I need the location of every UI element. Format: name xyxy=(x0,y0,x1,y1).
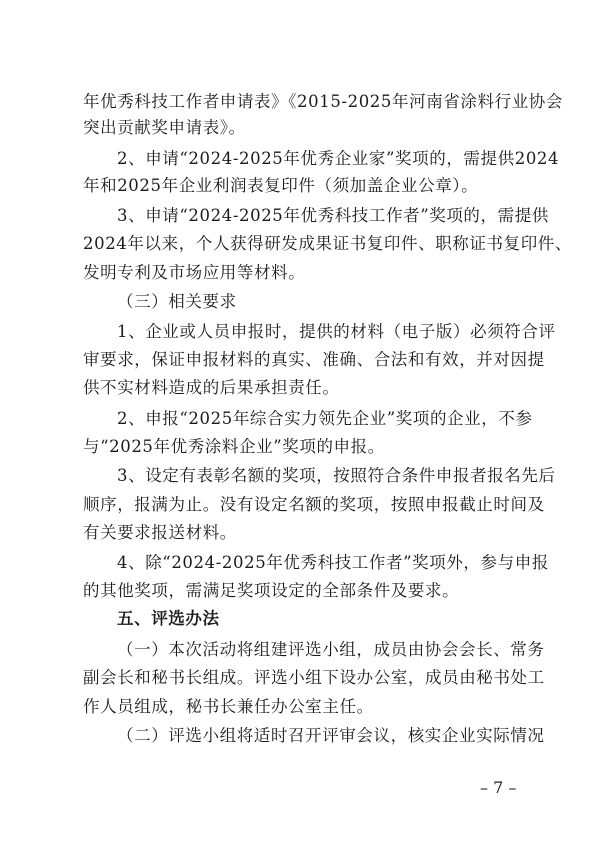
text-line: 作人员组成，秘书长兼任办公室主任。 xyxy=(83,697,374,716)
text-line: 副会长和秘书长组成。评选小组下设办公室，成员由秘书处工 xyxy=(83,668,545,687)
text-line: 3、设定有表彰名额的奖项，按照符合条件申报者报名先后 xyxy=(117,466,556,485)
text-line: 顺序，报满为止。没有设定名额的奖项，按照申报截止时间及 xyxy=(83,495,545,514)
text-line: 有关要求报送材料。 xyxy=(83,523,237,542)
section-subheading: （三）相关要求 xyxy=(117,292,237,311)
page-number: – 7 – xyxy=(480,778,517,797)
text-line: （二）评选小组将适时召开评审会议，核实企业实际情况 xyxy=(117,726,545,745)
text-line: 的其他奖项，需满足奖项设定的全部条件及要求。 xyxy=(83,581,460,600)
text-line: 供不实材料造成的后果承担责任。 xyxy=(83,378,340,397)
text-line: 3、申请“2024-2025年优秀科技工作者”奖项的，需提供 xyxy=(117,206,549,225)
text-line: 2、申请“2024-2025年优秀企业家”奖项的，需提供2024 xyxy=(117,149,560,168)
text-line: （一）本次活动将组建评选小组，成员由协会会长、常务 xyxy=(117,640,545,659)
text-line: 2024年以来，个人获得研发成果证书复印件、职称证书复印件、 xyxy=(83,234,572,253)
section-heading: 五、评选办法 xyxy=(117,609,220,628)
text-line: 突出贡献奖申请表》。 xyxy=(83,118,246,137)
text-line: 审要求，保证申报材料的真实、准确、合法和有效，并对因提 xyxy=(83,350,545,369)
text-line: 发明专利及市场应用等材料。 xyxy=(83,263,306,282)
text-line: 4、除“2024-2025年优秀科技工作者”奖项外，参与申报 xyxy=(117,553,549,572)
text-line: 2、申报“2025年综合实力领先企业”奖项的企业，不参 xyxy=(117,409,533,428)
text-line: 与“2025年优秀涂料企业”奖项的申报。 xyxy=(83,437,385,456)
text-line: 年和2025年企业利润表复印件（须加盖企业公章）。 xyxy=(83,176,479,195)
text-line: 年优秀科技工作者申请表》《2015-2025年河南省涂料行业协会 xyxy=(83,92,564,111)
text-line: 1、企业或人员申报时，提供的材料（电子版）必须符合评 xyxy=(117,322,556,341)
